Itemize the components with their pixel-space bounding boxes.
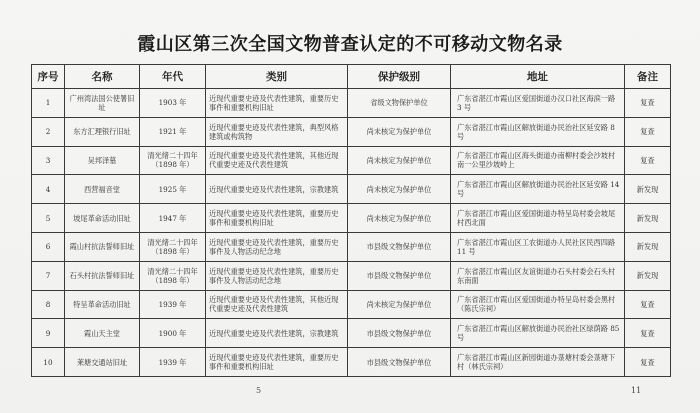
cell-category: 近现代重要史迹及代表性建筑，宗教建筑 [206, 319, 348, 348]
col-header-level: 保护级别 [348, 65, 451, 89]
cell-no: 7 [32, 261, 65, 290]
cell-note: 新发现 [625, 232, 671, 261]
cell-address: 广东省湛江市霞山区工农街道办人民社区民西四路 11 号 [451, 232, 625, 261]
cell-era: 1939 年 [140, 290, 206, 319]
table-row [32, 290, 671, 319]
table-body [32, 89, 671, 377]
cell-no: 10 [32, 348, 65, 377]
cell-note: 复查 [625, 117, 671, 146]
cell-era: 1939 年 [140, 348, 206, 377]
cell-era: 1925 年 [140, 175, 206, 204]
cell-level: 尚未核定为保护单位 [348, 204, 451, 233]
cell-category: 近现代重要史迹及代表性建筑，重要历史事件和重要机构旧址 [206, 348, 348, 377]
cell-name: 广州湾法国公使署旧址 [65, 89, 140, 118]
cell-era: 清光绪二十四年（1898 年） [140, 232, 206, 261]
cell-note: 复查 [625, 319, 671, 348]
cell-era: 1921 年 [140, 117, 206, 146]
cell-no: 1 [32, 89, 65, 118]
cell-level: 市县级文物保护单位 [348, 319, 451, 348]
cell-level: 尚未核定为保护单位 [348, 146, 451, 175]
cell-address: 广东省湛江市霞山区友谊街道办石头村委会石头村东南面 [451, 261, 625, 290]
cell-address: 广东省湛江市霞山区解放街道办民治社区绿荫路 85 号 [451, 319, 625, 348]
table-row [32, 117, 671, 146]
cell-category: 近现代重要史迹及代表性建筑，宗教建筑 [206, 175, 348, 204]
cell-note: 新发现 [625, 175, 671, 204]
cell-category: 近现代重要史迹及代表性建筑，重要历史事件及人物活动纪念地 [206, 232, 348, 261]
cell-level: 省级文物保护单位 [348, 89, 451, 118]
cell-level: 尚未核定为保护单位 [348, 290, 451, 319]
page-number: 11 [631, 386, 642, 395]
table-row [32, 261, 671, 290]
cell-name: 西营福音堂 [65, 175, 140, 204]
col-header-name: 名称 [65, 65, 140, 89]
col-header-address: 地址 [451, 65, 625, 89]
cell-level: 市县级文物保护单位 [348, 348, 451, 377]
cell-era: 1947 年 [140, 204, 206, 233]
cell-name: 东方汇理银行旧址 [65, 117, 140, 146]
cell-era: 1903 年 [140, 89, 206, 118]
cell-no: 9 [32, 319, 65, 348]
document-title: 霞山区第三次全国文物普查认定的不可移动文物名录 [137, 34, 563, 55]
table-header [32, 65, 671, 89]
cell-address: 广东省湛江市霞山区爱国街道办特呈岛村委会坡尾村西北面 [451, 204, 625, 233]
cell-address: 广东省湛江市霞山区解放街道办民治社区延安路 14 号 [451, 175, 625, 204]
cell-address: 广东省湛江市霞山区爱国街道办汉口社区海滨一路 3 号 [451, 89, 625, 118]
cell-category: 近现代重要史迹及代表性建筑，重要历史事件和重要机构旧址 [206, 89, 348, 118]
table-row [32, 232, 671, 261]
cell-address: 广东省湛江市霞山区新园街道办菉塘村委会菉塘下村（林氏宗祠） [451, 348, 625, 377]
header-row [32, 65, 671, 89]
cell-category: 近现代重要史迹及代表性建筑，重要历史事件和重要机构旧址 [206, 204, 348, 233]
col-header-note: 备注 [625, 65, 671, 89]
cell-name: 石头村抗法誓师旧址 [65, 261, 140, 290]
cell-note: 复查 [625, 348, 671, 377]
table-row [32, 204, 671, 233]
cell-note: 新发现 [625, 204, 671, 233]
cell-level: 尚未核定为保护单位 [348, 117, 451, 146]
cell-era: 1900 年 [140, 319, 206, 348]
cell-no: 3 [32, 146, 65, 175]
cell-name: 霞山天主堂 [65, 319, 140, 348]
cell-note: 复查 [625, 290, 671, 319]
cell-category: 近现代重要史迹及代表性建筑，典型风格建筑或构筑物 [206, 117, 348, 146]
col-header-category: 类别 [206, 65, 348, 89]
cell-name: 霞山村抗法誓师旧址 [65, 232, 140, 261]
heritage-table [31, 64, 671, 377]
cell-name: 莱塘交通站旧址 [65, 348, 140, 377]
footer-mark: 5 [256, 386, 262, 395]
cell-category: 近现代重要史迹及代表性建筑，重要历史事件及人物活动纪念地 [206, 261, 348, 290]
cell-level: 市县级文物保护单位 [348, 232, 451, 261]
cell-era: 清光绪二十四年（1898 年） [140, 146, 206, 175]
col-header-era: 年代 [140, 65, 206, 89]
cell-note: 复查 [625, 146, 671, 175]
cell-level: 尚未核定为保护单位 [348, 175, 451, 204]
cell-category: 近现代重要史迹及代表性建筑，其他近现代重要史迹及代表性建筑 [206, 290, 348, 319]
table-row [32, 89, 671, 118]
cell-address: 广东省湛江市霞山区解放街道办民治社区延安路 8 号 [451, 117, 625, 146]
cell-name: 吴邦泽墓 [65, 146, 140, 175]
table-row [32, 146, 671, 175]
cell-level: 市县级文物保护单位 [348, 261, 451, 290]
col-header-no: 序号 [32, 65, 65, 89]
cell-no: 8 [32, 290, 65, 319]
table-row [32, 319, 671, 348]
cell-no: 4 [32, 175, 65, 204]
table-row [32, 348, 671, 377]
cell-no: 2 [32, 117, 65, 146]
cell-era: 清光绪二十四年（1898 年） [140, 261, 206, 290]
cell-name: 坡尾革命活动旧址 [65, 204, 140, 233]
cell-address: 广东省湛江市霞山区爱国街道办特呈岛村委会黑村（陈氏宗祠） [451, 290, 625, 319]
table-row [32, 175, 671, 204]
cell-address: 广东省湛江市霞山区海头街道办南柳村委会沙坡村南一公里沙坡岭上 [451, 146, 625, 175]
cell-name: 特呈革命活动旧址 [65, 290, 140, 319]
cell-note: 新发现 [625, 261, 671, 290]
cell-note: 复查 [625, 89, 671, 118]
cell-category: 近现代重要史迹及代表性建筑，其他近现代重要史迹及代表性建筑 [206, 146, 348, 175]
cell-no: 5 [32, 204, 65, 233]
cell-no: 6 [32, 232, 65, 261]
